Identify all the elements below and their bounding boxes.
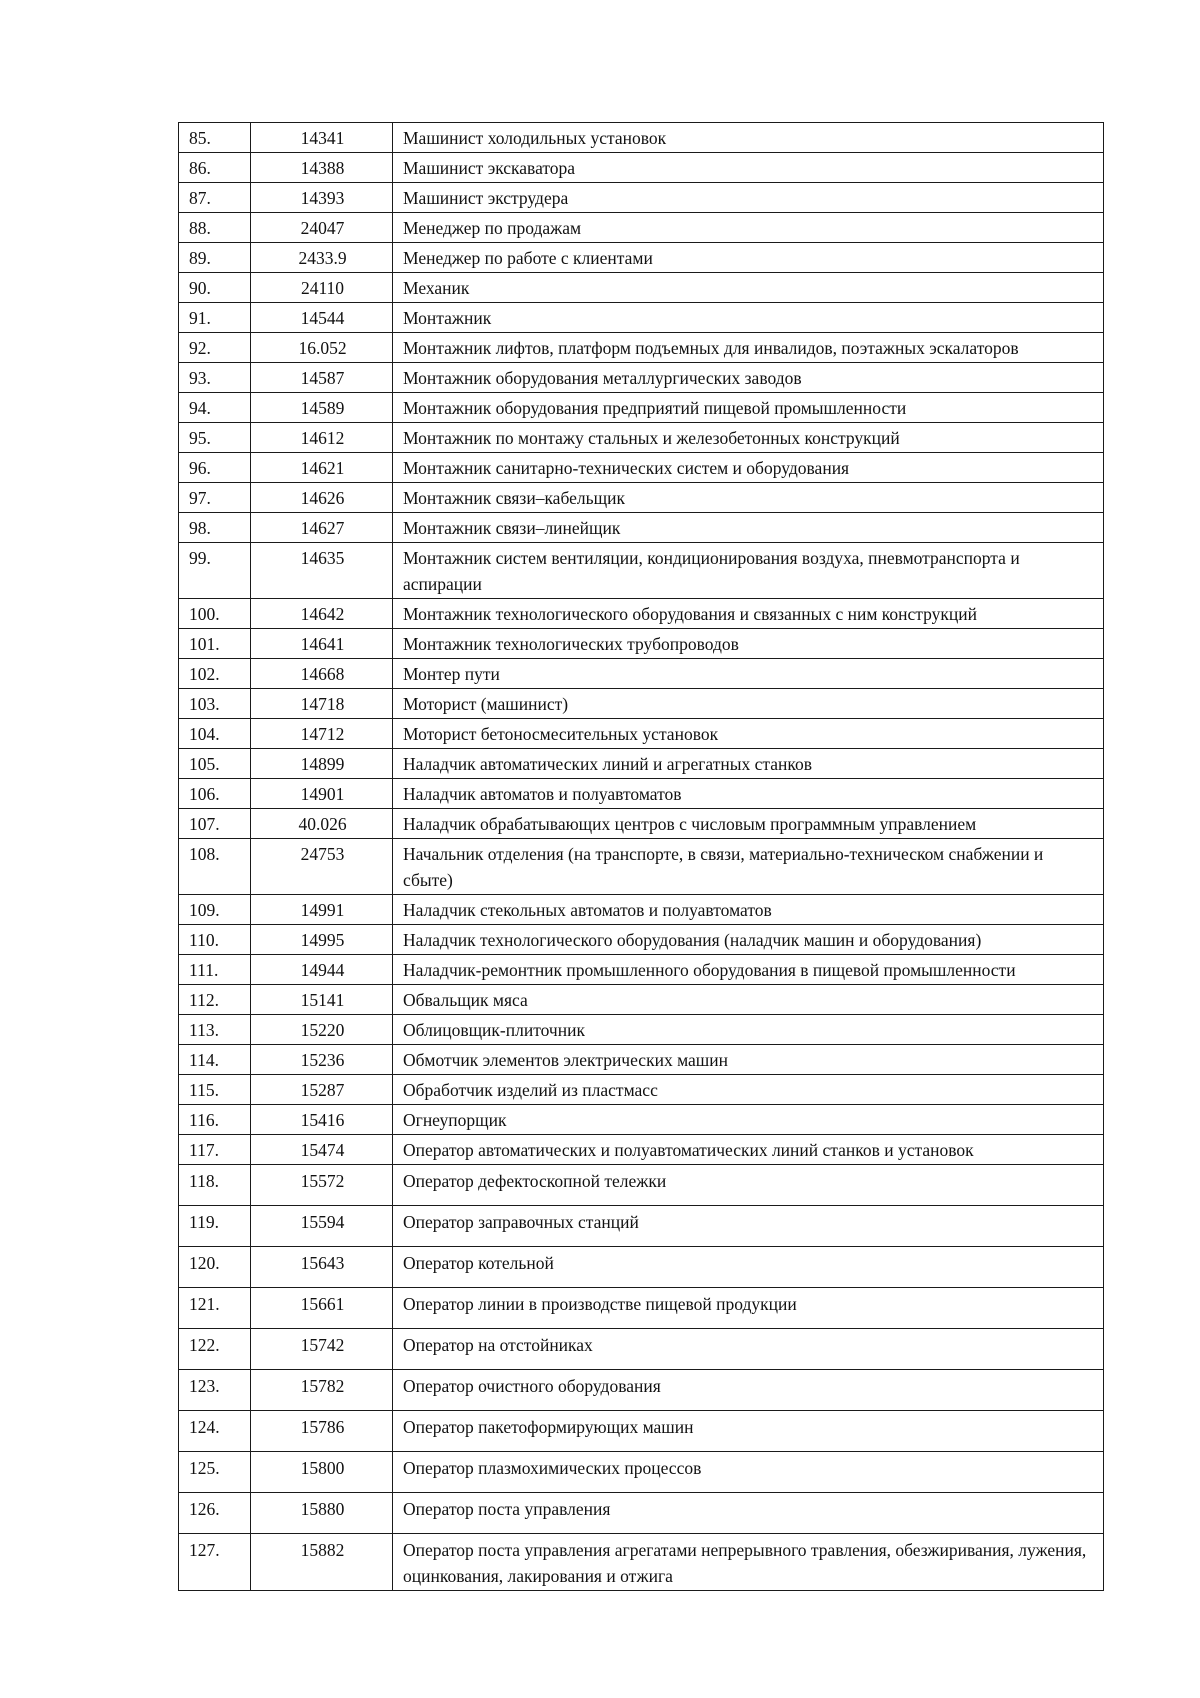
profession-code-cell: 15800 — [251, 1452, 393, 1493]
row-number-cell: 110. — [179, 925, 251, 955]
profession-name-cell: Огнеупорщик — [393, 1105, 1104, 1135]
profession-name-cell: Монтажник оборудования металлургических заводов — [393, 363, 1104, 393]
profession-code-cell: 14642 — [251, 599, 393, 629]
profession-code-cell: 14635 — [251, 543, 393, 599]
profession-code-cell: 15236 — [251, 1045, 393, 1075]
table-row — [179, 543, 1104, 599]
table-row — [179, 809, 1104, 839]
table-row — [179, 659, 1104, 689]
profession-name-cell: Моторист (машинист) — [393, 689, 1104, 719]
row-number-cell: 127. — [179, 1534, 251, 1591]
profession-code-cell: 15572 — [251, 1165, 393, 1206]
row-number-cell: 104. — [179, 719, 251, 749]
table-row — [179, 1288, 1104, 1329]
profession-code-cell: 15880 — [251, 1493, 393, 1534]
profession-name-cell: Машинист экструдера — [393, 183, 1104, 213]
profession-name-cell: Монтажник лифтов, платформ подъемных для инвалидов, поэтажных эскалаторов — [393, 333, 1104, 363]
row-number-cell: 97. — [179, 483, 251, 513]
profession-code-cell: 14341 — [251, 123, 393, 153]
table-row — [179, 483, 1104, 513]
profession-code-cell: 15782 — [251, 1370, 393, 1411]
row-number-cell: 117. — [179, 1135, 251, 1165]
profession-code-cell: 24110 — [251, 273, 393, 303]
row-number-cell: 86. — [179, 153, 251, 183]
profession-name-cell: Машинист экскаватора — [393, 153, 1104, 183]
profession-code-cell: 14718 — [251, 689, 393, 719]
table-row — [179, 303, 1104, 333]
row-number-cell: 103. — [179, 689, 251, 719]
profession-name-cell: Наладчик автоматов и полуавтоматов — [393, 779, 1104, 809]
row-number-cell: 100. — [179, 599, 251, 629]
profession-name-cell: Оператор линии в производстве пищевой продукции — [393, 1288, 1104, 1329]
row-number-cell: 124. — [179, 1411, 251, 1452]
table-row — [179, 1247, 1104, 1288]
table-row — [179, 1135, 1104, 1165]
profession-code-cell: 14393 — [251, 183, 393, 213]
table-row — [179, 1045, 1104, 1075]
table-row — [179, 779, 1104, 809]
profession-name-cell: Обмотчик элементов электрических машин — [393, 1045, 1104, 1075]
profession-name-cell: Оператор поста управления — [393, 1493, 1104, 1534]
row-number-cell: 91. — [179, 303, 251, 333]
profession-name-cell: Оператор дефектоскопной тележки — [393, 1165, 1104, 1206]
table-row — [179, 183, 1104, 213]
profession-name-cell: Оператор котельной — [393, 1247, 1104, 1288]
table-row — [179, 363, 1104, 393]
table-row — [179, 689, 1104, 719]
profession-code-cell: 14901 — [251, 779, 393, 809]
row-number-cell: 88. — [179, 213, 251, 243]
profession-code-cell: 15287 — [251, 1075, 393, 1105]
professions-table-body — [179, 123, 1104, 1591]
row-number-cell: 87. — [179, 183, 251, 213]
profession-name-cell: Обработчик изделий из пластмасс — [393, 1075, 1104, 1105]
row-number-cell: 90. — [179, 273, 251, 303]
row-number-cell: 89. — [179, 243, 251, 273]
profession-name-cell: Монтажник — [393, 303, 1104, 333]
profession-name-cell: Монтажник технологических трубопроводов — [393, 629, 1104, 659]
table-row — [179, 1329, 1104, 1370]
profession-code-cell: 15416 — [251, 1105, 393, 1135]
profession-code-cell: 24047 — [251, 213, 393, 243]
row-number-cell: 93. — [179, 363, 251, 393]
profession-code-cell: 15141 — [251, 985, 393, 1015]
row-number-cell: 85. — [179, 123, 251, 153]
table-row — [179, 925, 1104, 955]
table-row — [179, 1452, 1104, 1493]
profession-code-cell: 14991 — [251, 895, 393, 925]
profession-code-cell: 14626 — [251, 483, 393, 513]
row-number-cell: 120. — [179, 1247, 251, 1288]
profession-name-cell: Монтер пути — [393, 659, 1104, 689]
row-number-cell: 112. — [179, 985, 251, 1015]
profession-code-cell: 15786 — [251, 1411, 393, 1452]
row-number-cell: 105. — [179, 749, 251, 779]
profession-name-cell: Наладчик обрабатывающих центров с числовым программным управлением — [393, 809, 1104, 839]
profession-name-cell: Наладчик стекольных автоматов и полуавтоматов — [393, 895, 1104, 925]
profession-name-cell: Оператор автоматических и полуавтоматических линий станков и установок — [393, 1135, 1104, 1165]
row-number-cell: 99. — [179, 543, 251, 599]
table-row — [179, 629, 1104, 659]
row-number-cell: 116. — [179, 1105, 251, 1135]
profession-code-cell: 40.026 — [251, 809, 393, 839]
table-row — [179, 719, 1104, 749]
row-number-cell: 109. — [179, 895, 251, 925]
row-number-cell: 115. — [179, 1075, 251, 1105]
table-row — [179, 749, 1104, 779]
table-row — [179, 1493, 1104, 1534]
row-number-cell: 119. — [179, 1206, 251, 1247]
profession-code-cell: 16.052 — [251, 333, 393, 363]
profession-code-cell: 14612 — [251, 423, 393, 453]
table-row — [179, 333, 1104, 363]
row-number-cell: 118. — [179, 1165, 251, 1206]
profession-code-cell: 14587 — [251, 363, 393, 393]
row-number-cell: 95. — [179, 423, 251, 453]
profession-name-cell: Оператор пакетоформирующих машин — [393, 1411, 1104, 1452]
profession-code-cell: 24753 — [251, 839, 393, 895]
table-row — [179, 153, 1104, 183]
profession-name-cell: Механик — [393, 273, 1104, 303]
profession-name-cell: Оператор на отстойниках — [393, 1329, 1104, 1370]
profession-name-cell: Монтажник систем вентиляции, кондиционирования воздуха, пневмотранспорта и аспирации — [393, 543, 1104, 599]
profession-code-cell: 14712 — [251, 719, 393, 749]
profession-name-cell: Наладчик технологического оборудования (наладчик машин и оборудования) — [393, 925, 1104, 955]
table-row — [179, 213, 1104, 243]
profession-name-cell: Монтажник санитарно-технических систем и оборудования — [393, 453, 1104, 483]
profession-code-cell: 14641 — [251, 629, 393, 659]
profession-code-cell: 15220 — [251, 1015, 393, 1045]
profession-code-cell: 15742 — [251, 1329, 393, 1370]
row-number-cell: 96. — [179, 453, 251, 483]
profession-code-cell: 2433.9 — [251, 243, 393, 273]
profession-code-cell: 15661 — [251, 1288, 393, 1329]
professions-table — [178, 122, 1104, 1591]
row-number-cell: 125. — [179, 1452, 251, 1493]
profession-code-cell: 14668 — [251, 659, 393, 689]
row-number-cell: 102. — [179, 659, 251, 689]
row-number-cell: 111. — [179, 955, 251, 985]
profession-name-cell: Наладчик-ремонтник промышленного оборудования в пищевой промышленности — [393, 955, 1104, 985]
row-number-cell: 106. — [179, 779, 251, 809]
profession-name-cell: Менеджер по работе с клиентами — [393, 243, 1104, 273]
row-number-cell: 107. — [179, 809, 251, 839]
table-row — [179, 1411, 1104, 1452]
profession-name-cell: Начальник отделения (на транспорте, в связи, материально-техническом снабжении и сбыте) — [393, 839, 1104, 895]
profession-name-cell: Моторист бетоносмесительных установок — [393, 719, 1104, 749]
profession-code-cell: 14899 — [251, 749, 393, 779]
row-number-cell: 92. — [179, 333, 251, 363]
profession-name-cell: Монтажник оборудования предприятий пищевой промышленности — [393, 393, 1104, 423]
row-number-cell: 94. — [179, 393, 251, 423]
row-number-cell: 98. — [179, 513, 251, 543]
profession-code-cell: 15882 — [251, 1534, 393, 1591]
table-row — [179, 123, 1104, 153]
profession-code-cell: 14621 — [251, 453, 393, 483]
profession-name-cell: Оператор плазмохимических процессов — [393, 1452, 1104, 1493]
profession-name-cell: Наладчик автоматических линий и агрегатных станков — [393, 749, 1104, 779]
table-row — [179, 1075, 1104, 1105]
table-row — [179, 839, 1104, 895]
table-row — [179, 955, 1104, 985]
profession-code-cell: 14589 — [251, 393, 393, 423]
row-number-cell: 114. — [179, 1045, 251, 1075]
row-number-cell: 122. — [179, 1329, 251, 1370]
table-row — [179, 423, 1104, 453]
table-row — [179, 393, 1104, 423]
profession-code-cell: 14944 — [251, 955, 393, 985]
profession-name-cell: Менеджер по продажам — [393, 213, 1104, 243]
table-row — [179, 1165, 1104, 1206]
table-row — [179, 513, 1104, 543]
profession-code-cell: 14544 — [251, 303, 393, 333]
table-row — [179, 1105, 1104, 1135]
profession-code-cell: 14388 — [251, 153, 393, 183]
table-row — [179, 1206, 1104, 1247]
table-row — [179, 985, 1104, 1015]
profession-name-cell: Оператор поста управления агрегатами непрерывного травления, обезжиривания, лужения, оцинкования, лакирования и отжига — [393, 1534, 1104, 1591]
profession-name-cell: Машинист холодильных установок — [393, 123, 1104, 153]
profession-name-cell: Монтажник по монтажу стальных и железобетонных конструкций — [393, 423, 1104, 453]
profession-code-cell: 14995 — [251, 925, 393, 955]
profession-name-cell: Оператор заправочных станций — [393, 1206, 1104, 1247]
profession-code-cell: 15594 — [251, 1206, 393, 1247]
table-row — [179, 1015, 1104, 1045]
profession-name-cell: Оператор очистного оборудования — [393, 1370, 1104, 1411]
profession-name-cell: Монтажник связи–линейщик — [393, 513, 1104, 543]
table-row — [179, 599, 1104, 629]
table-row — [179, 243, 1104, 273]
profession-code-cell: 15474 — [251, 1135, 393, 1165]
table-row — [179, 895, 1104, 925]
row-number-cell: 108. — [179, 839, 251, 895]
profession-code-cell: 14627 — [251, 513, 393, 543]
row-number-cell: 101. — [179, 629, 251, 659]
row-number-cell: 121. — [179, 1288, 251, 1329]
table-row — [179, 453, 1104, 483]
profession-name-cell: Монтажник связи–кабельщик — [393, 483, 1104, 513]
table-row — [179, 273, 1104, 303]
profession-name-cell: Обвальщик мяса — [393, 985, 1104, 1015]
row-number-cell: 113. — [179, 1015, 251, 1045]
profession-name-cell: Монтажник технологического оборудования и связанных с ним конструкций — [393, 599, 1104, 629]
profession-name-cell: Облицовщик-плиточник — [393, 1015, 1104, 1045]
table-row — [179, 1370, 1104, 1411]
row-number-cell: 126. — [179, 1493, 251, 1534]
row-number-cell: 123. — [179, 1370, 251, 1411]
profession-code-cell: 15643 — [251, 1247, 393, 1288]
table-row — [179, 1534, 1104, 1591]
